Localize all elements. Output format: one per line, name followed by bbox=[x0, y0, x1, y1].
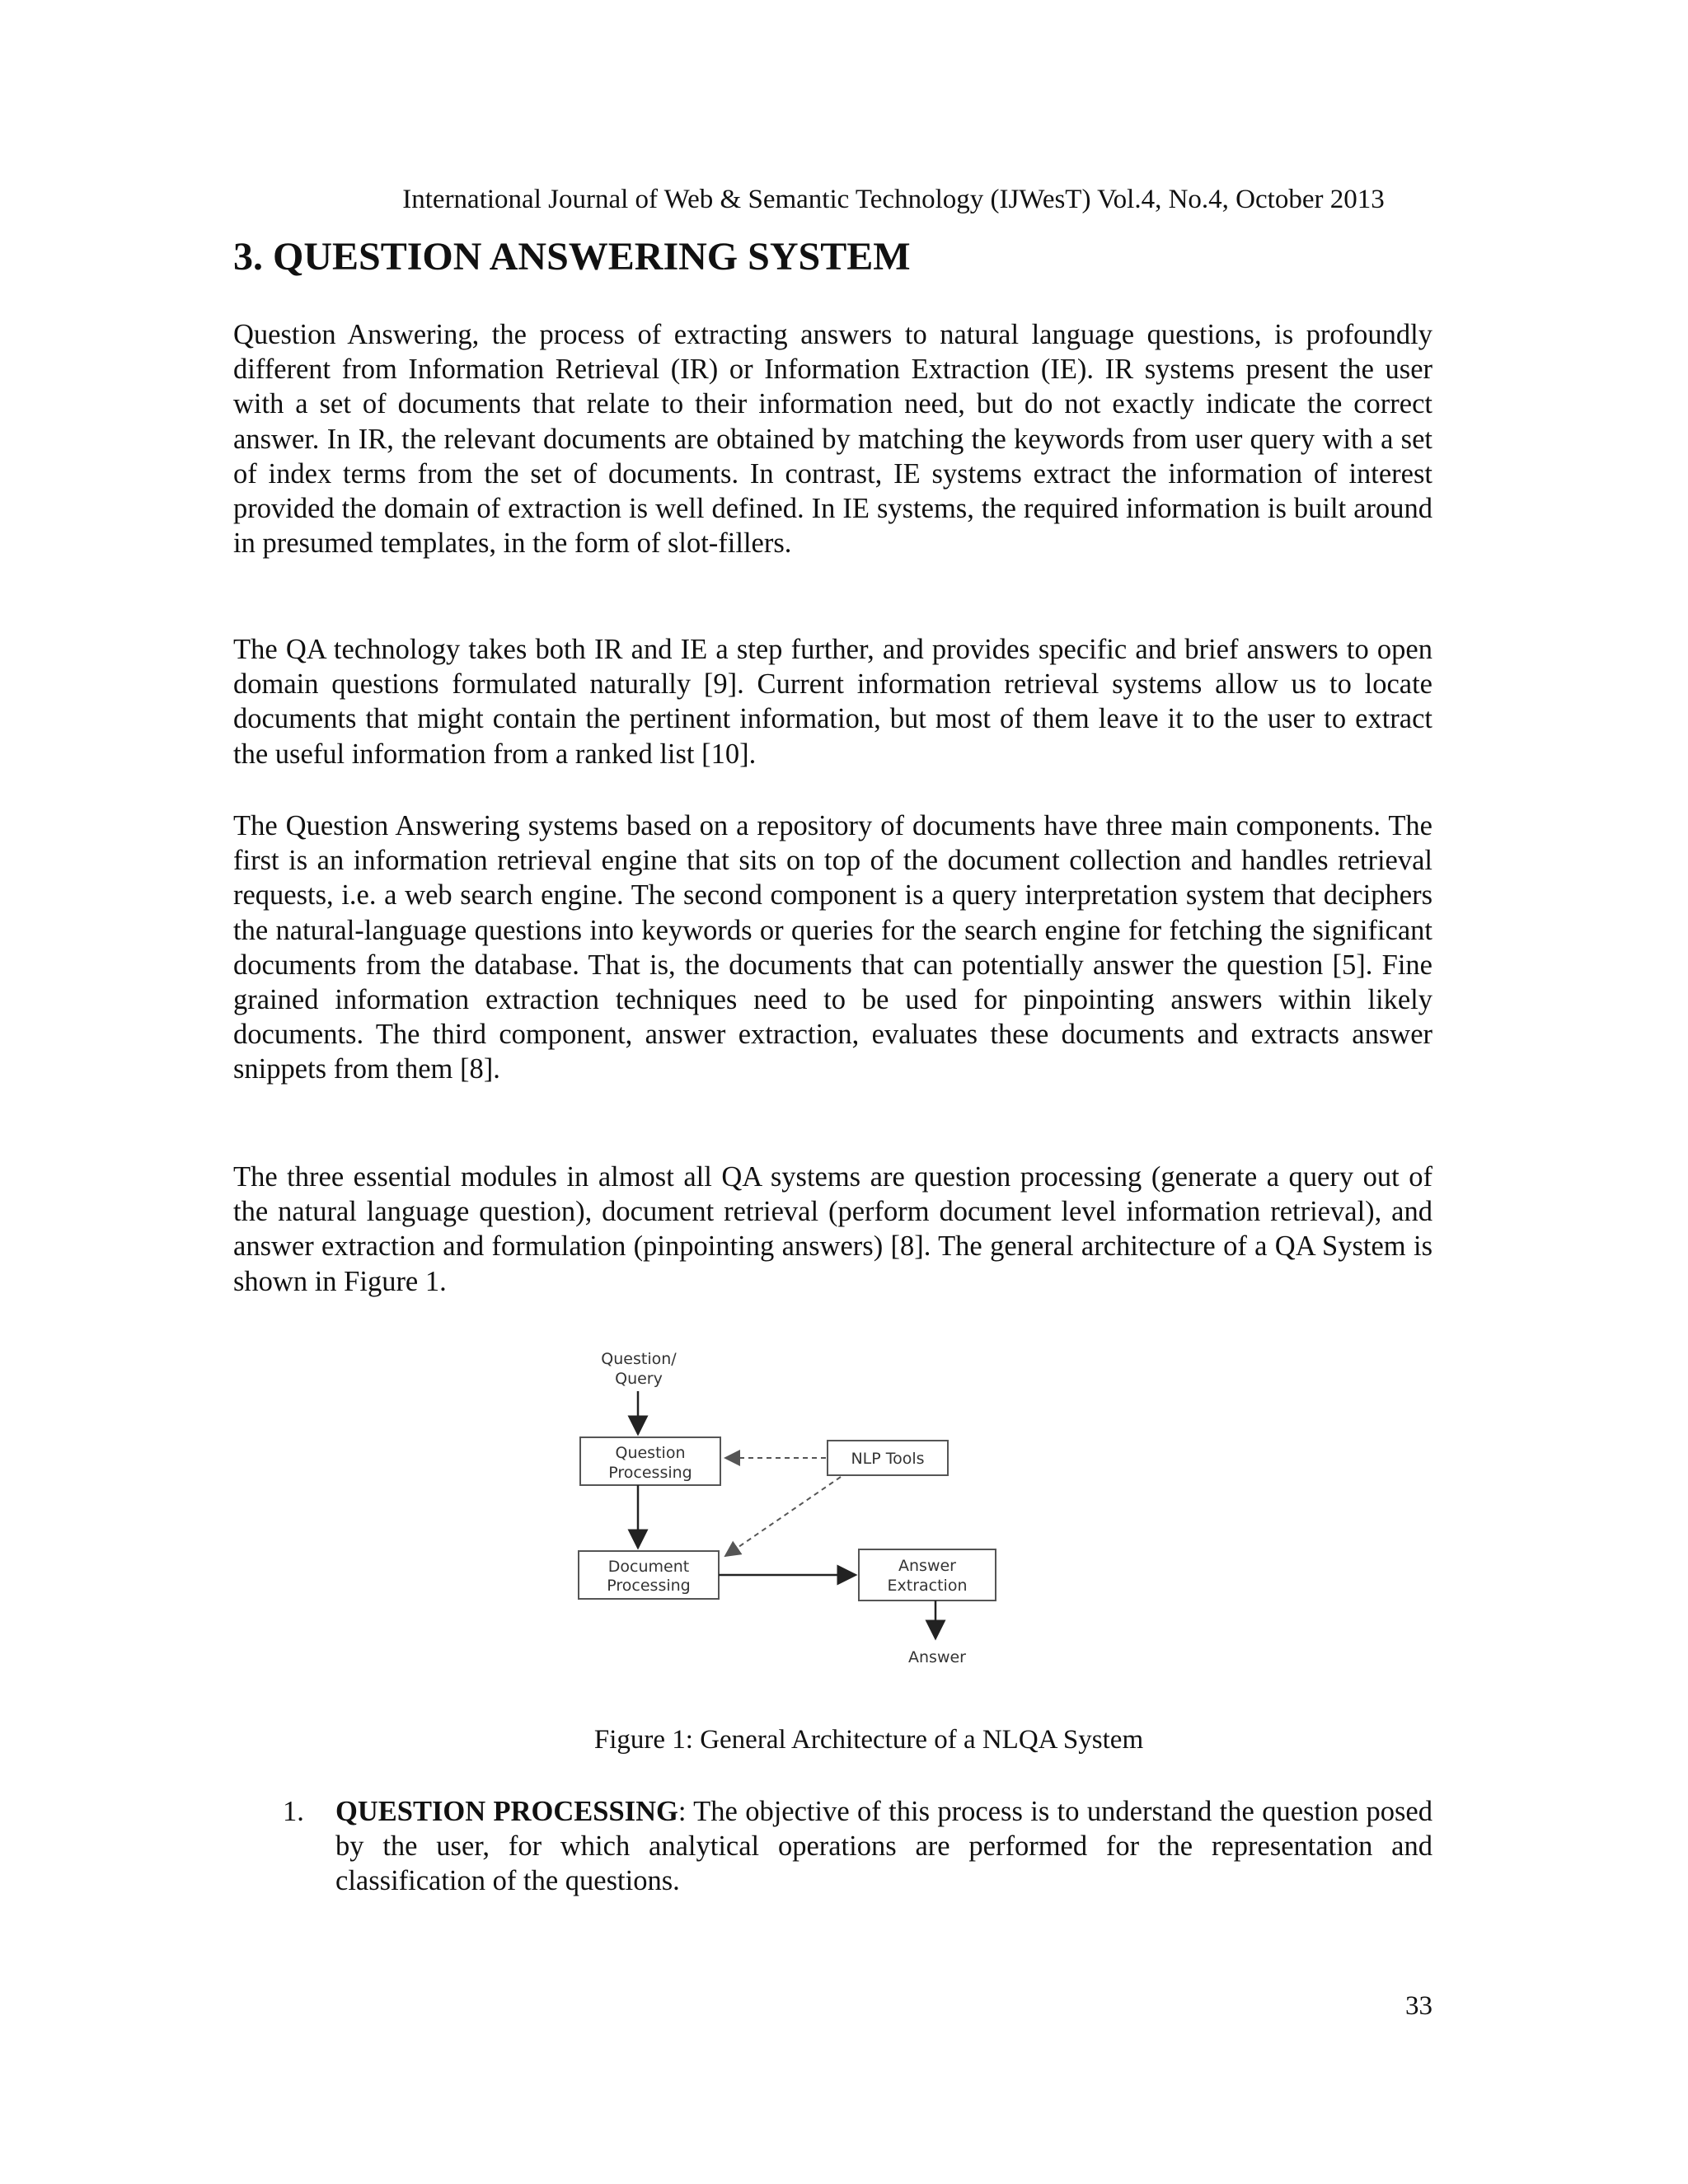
paragraph-qa-definition: Question Answering, the process of extracting answers to natural language questions, is profoundly different from Information Retrieval (IR) or Information Extraction (IE). IR systems present the user with a set of documents that relate to their information need, but do not exactly indicate the correct answer. In IR, the relevant documents are obtained by matching the keywords from user query with a set of index terms from the set of documents. In contrast, IE systems extract the information of interest provided the domain of extraction is well defined. In IE systems, the required information is built around in presumed templates, in the form of slot-fillers. bbox=[233, 319, 1432, 560]
section-title: 3. QUESTION ANSWERING SYSTEM bbox=[233, 235, 911, 279]
paragraph-qa-modules: The three essential modules in almost all QA systems are question processing (generate a query out of the natural language question), document retrieval (perform document level information retrieval), and answer extraction and formulation (pinpointing answers) [8]. The general architecture of a QA System is shown in Figure 1. bbox=[233, 1161, 1432, 1297]
architecture-diagram bbox=[569, 1343, 1030, 1706]
running-header: International Journal of Web & Semantic Technology (IJWesT) Vol.4, No.4, October 2013 bbox=[402, 185, 1385, 214]
list-item-term: QUESTION PROCESSING bbox=[335, 1796, 678, 1827]
document-processing-box bbox=[579, 1551, 719, 1599]
question-processing-box bbox=[580, 1437, 720, 1485]
page-number: 33 bbox=[1405, 1991, 1432, 2021]
svg-text:Document: Document bbox=[607, 1558, 690, 1576]
list-item bbox=[283, 1794, 1432, 1899]
diagram-input-label-line2: Query bbox=[615, 1370, 663, 1388]
svg-text:Answer: Answer bbox=[898, 1557, 956, 1575]
svg-text:Question: Question bbox=[615, 1444, 686, 1462]
dashed-arrow-nlp-to-document-processing bbox=[725, 1477, 841, 1556]
svg-text:Processing: Processing bbox=[607, 1577, 691, 1595]
diagram-output-label: Answer bbox=[908, 1648, 966, 1666]
list-item-description: : The objective of this process is to understand the question posed by the user, for which analytical operations are performed for the representation and classification of the questions. bbox=[335, 1796, 1432, 1897]
svg-text:Processing: Processing bbox=[608, 1464, 692, 1482]
nlp-tools-box bbox=[828, 1441, 948, 1475]
answer-extraction-box bbox=[859, 1549, 996, 1601]
paragraph-qa-components: The Question Answering systems based on a repository of documents have three main components. The first is an information retrieval engine that sits on top of the document collection and handles retrieval requests, i.e. a web search engine. The second component is a query interpretation system that deciphers the natural-language questions into keywords or queries for the search engine for fetching the significant documents from the database. That is, the documents that can potentially answer the question [5]. Fine grained information extraction techniques need to be used for pinpointing answers within likely documents. The third component, answer extraction, evaluates these documents and extracts answer snippets from them [8]. bbox=[233, 810, 1432, 1085]
svg-text:NLP Tools: NLP Tools bbox=[851, 1450, 925, 1468]
architecture-figure bbox=[569, 1343, 1030, 1706]
svg-text:Extraction: Extraction bbox=[887, 1577, 968, 1595]
list-item-number: 1. bbox=[283, 1796, 304, 1827]
diagram-input-label-line1: Question/ bbox=[601, 1350, 677, 1368]
figure-caption: Figure 1: General Architecture of a NLQA System bbox=[593, 1725, 1144, 1755]
list-item-body bbox=[335, 1794, 1432, 1899]
paragraph-qa-technology: The QA technology takes both IR and IE a step further, and provides specific and brief answers to open domain questions formulated naturally [9]. Current information retrieval systems allow us to locate documents that might contain the pertinent information, but most of them leave it to the user to extract the useful information from a ranked list [10]. bbox=[233, 634, 1432, 770]
